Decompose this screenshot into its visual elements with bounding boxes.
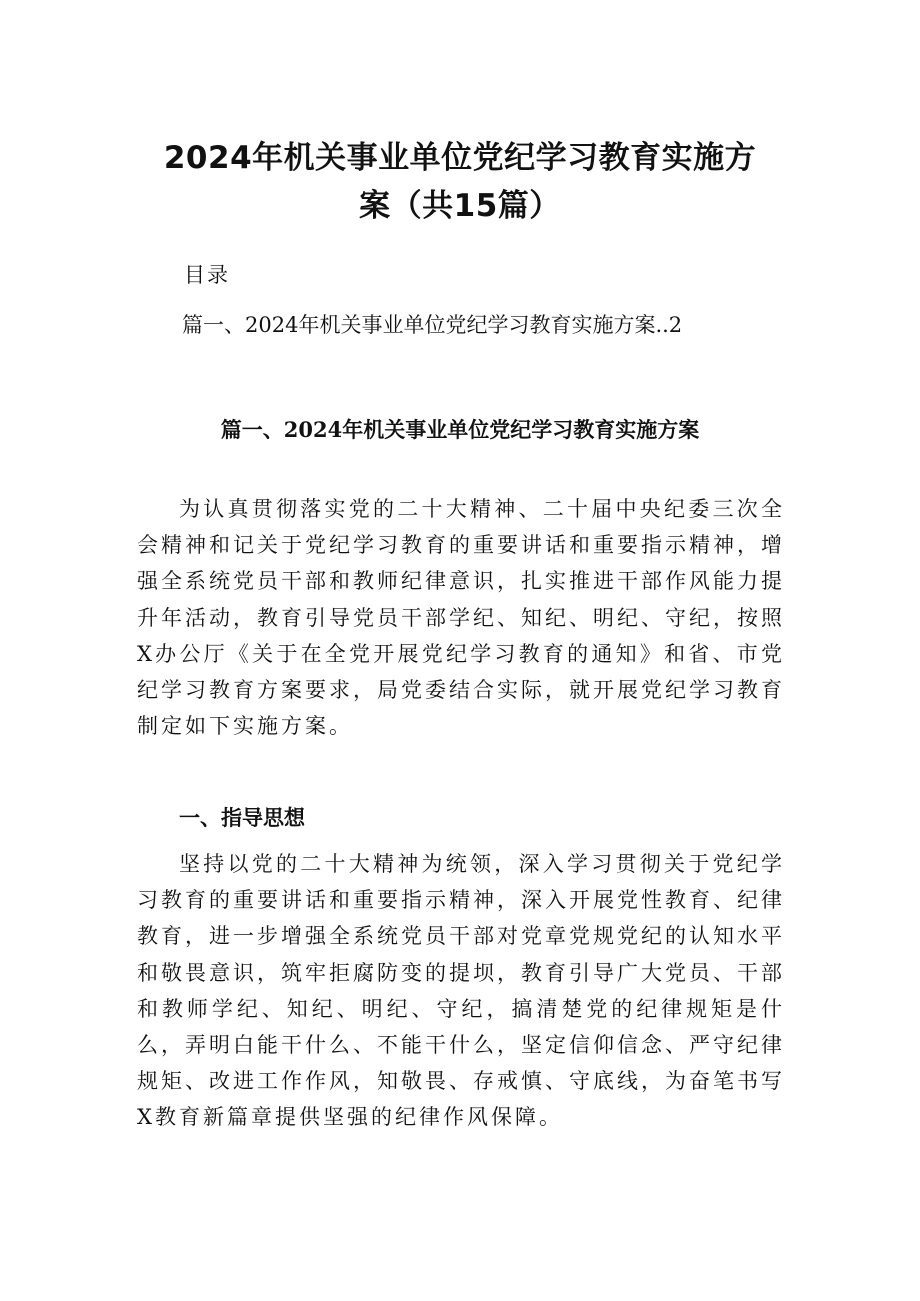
subheading: 一、指导思想 (179, 806, 305, 830)
toc-heading: 目录 (184, 263, 230, 287)
body-paragraph: 坚持以党的二十大精神为统领，深入学习贯彻关于党纪学习教育的重要讲话和重要指示精神，深入开展党性教育、纪律教育，进一步增强全系统党员干部对党章党规党纪的认知水平和敬畏意识，筑牢拒腐防变的提坝，教育引导广大党员、干部和教师学纪、知纪、明纪、守纪，搞清楚党的纪律规矩是什么，弄明白能干什么、不能干什么，坚定信仰信念、严守纪律规矩、改进工作作风，知敬畏、存戒慎、守底线，为奋笔书写X教育新篇章提供坚强的纪律作风保障。 (137, 852, 785, 1130)
section-title: 篇一、2024年机关事业单位党纪学习教育实施方案 (220, 417, 700, 443)
toc-entry[interactable]: 篇一、2024年机关事业单位党纪学习教育实施方案..2 (182, 313, 683, 337)
document-title-line-2: 案（共15篇） (359, 188, 561, 224)
document-title-line-1: 2024年机关事业单位党纪学习教育实施方 (163, 140, 757, 176)
body-paragraph: 为认真贯彻落实党的二十大精神、二十届中央纪委三次全会精神和记关于党纪学习教育的重要讲话和重要指示精神，增强全系统党员干部和教师纪律意识，扎实推进干部作风能力提升年活动，教育引导党员干部学纪、知纪、明纪、守纪，按照X办公厅《关于在全党开展党纪学习教育的通知》和省、市党纪学习教育方案要求，局党委结合实际，就开展党纪学习教育制定如下实施方案。 (137, 497, 785, 739)
